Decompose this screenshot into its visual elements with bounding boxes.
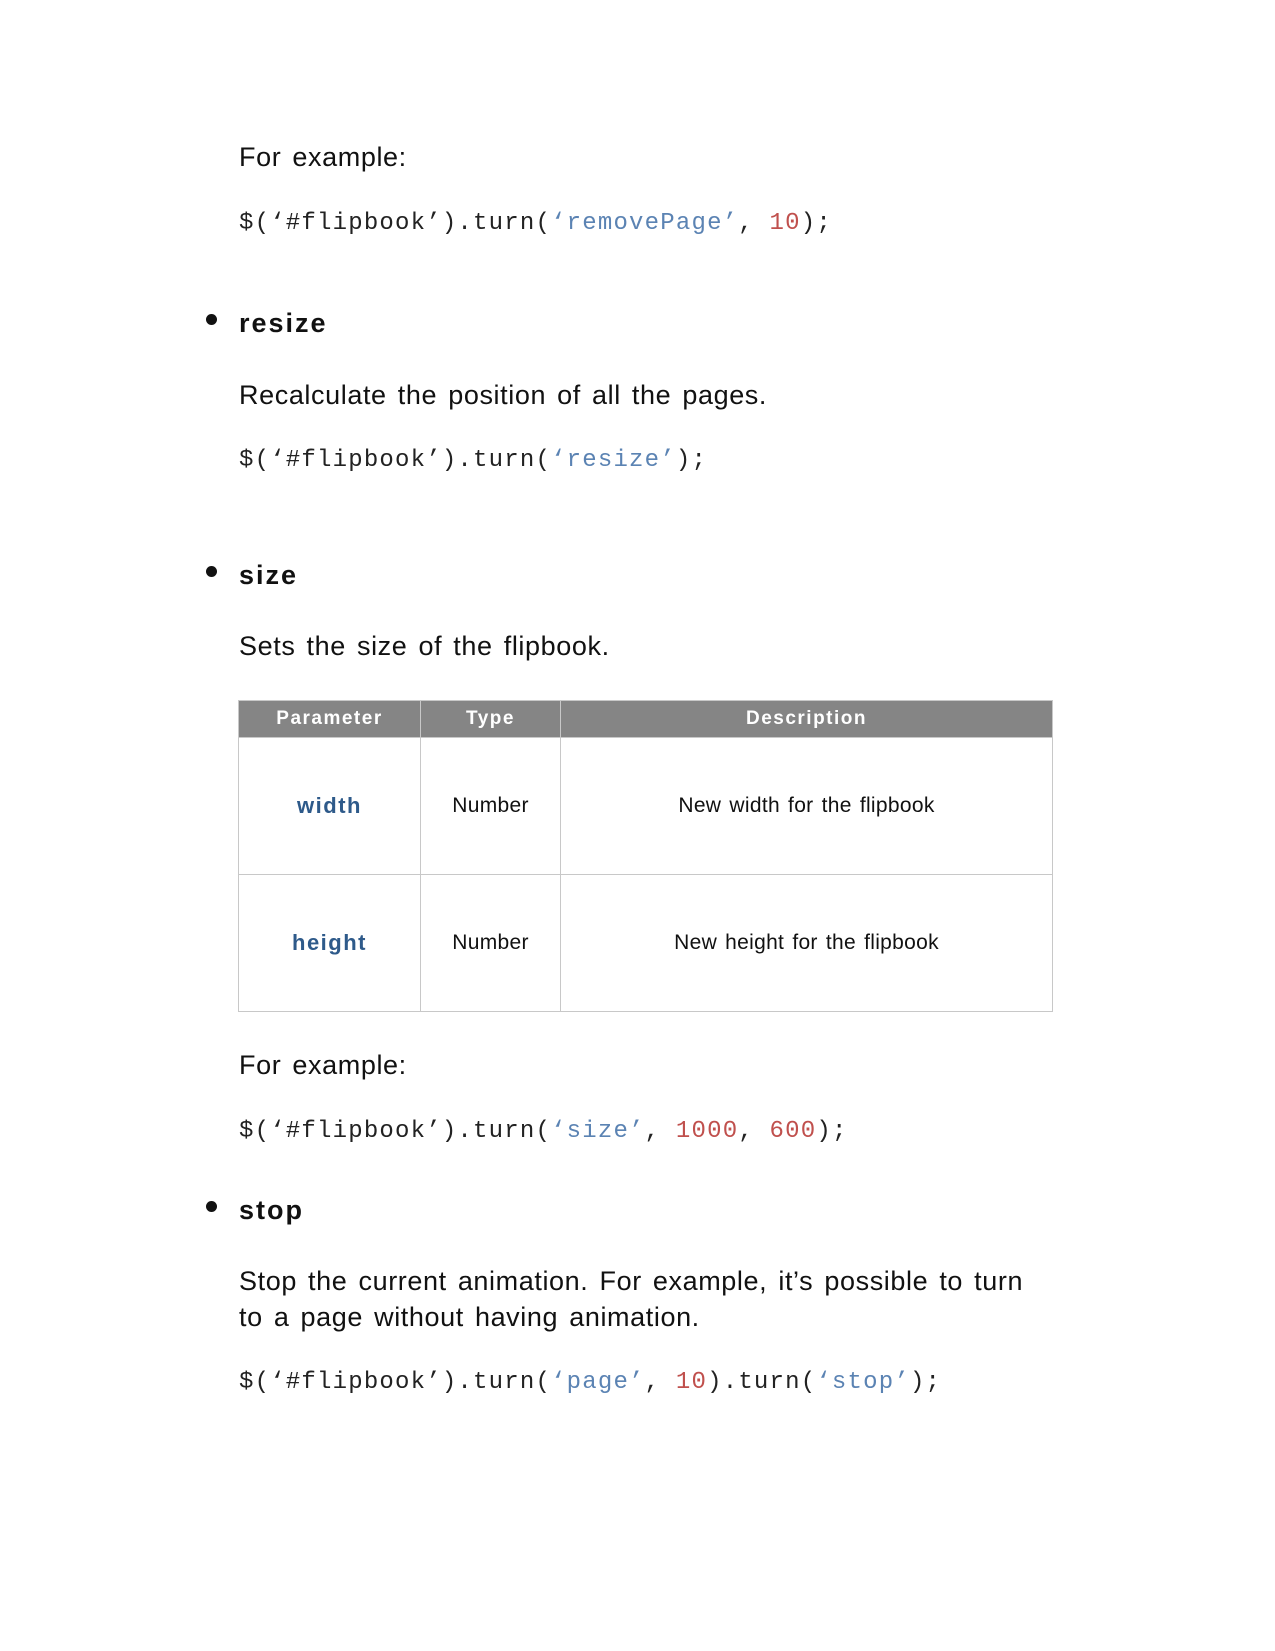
column-header-type: Type	[421, 701, 561, 738]
code-suffix: );	[800, 210, 832, 237]
code-suffix: );	[909, 1369, 942, 1396]
code-separator: ,	[644, 1369, 676, 1396]
code-number: 1000	[675, 1118, 739, 1145]
parameter-table	[238, 700, 1053, 1012]
code-prefix: $(‘#flipbook’).turn(	[239, 210, 552, 237]
code-resize	[239, 446, 707, 476]
code-string: ‘size’	[551, 1118, 645, 1145]
code-separator: ,	[738, 1118, 770, 1145]
bullet-icon	[206, 314, 217, 325]
stop-description-line-2: to a page without having animation.	[239, 1302, 700, 1332]
example-label: For example:	[239, 1050, 407, 1080]
code-size	[239, 1117, 848, 1147]
section-heading-stop: stop	[239, 1195, 304, 1225]
code-string: ‘resize’	[551, 447, 676, 474]
parameter-description: New height for the flipbook	[561, 875, 1053, 1012]
example-label: For example:	[239, 142, 407, 172]
code-prefix: $(‘#flipbook’).turn(	[239, 1118, 552, 1145]
code-string: ‘stop’	[816, 1369, 910, 1396]
parameter-type: Number	[421, 738, 561, 875]
code-string: ‘removePage’	[551, 210, 739, 237]
code-removepage	[239, 209, 832, 239]
code-prefix: $(‘#flipbook’).turn(	[239, 1369, 552, 1396]
code-suffix: );	[816, 1118, 848, 1145]
size-description: Sets the size of the flipbook.	[239, 631, 610, 661]
parameter-type: Number	[421, 875, 561, 1012]
code-prefix: $(‘#flipbook’).turn(	[239, 447, 552, 474]
code-stop	[239, 1368, 941, 1398]
resize-description: Recalculate the position of all the pages.	[239, 380, 768, 410]
section-heading-resize: resize	[239, 308, 328, 338]
section-heading-size: size	[239, 560, 299, 590]
parameter-name: width	[239, 738, 421, 875]
stop-description-line-1: Stop the current animation. For example, it’s possible to turn	[239, 1266, 1024, 1296]
table-row	[239, 875, 1053, 1012]
table-row	[239, 738, 1053, 875]
code-number: 10	[769, 210, 801, 237]
code-separator: ,	[738, 210, 770, 237]
parameter-description: New width for the flipbook	[561, 738, 1053, 875]
parameter-name: height	[239, 875, 421, 1012]
code-separator: ,	[644, 1118, 676, 1145]
column-header-description: Description	[561, 701, 1053, 738]
code-suffix: );	[675, 447, 708, 474]
code-chain: ).turn(	[707, 1369, 817, 1396]
code-number: 10	[675, 1369, 708, 1396]
code-number: 600	[769, 1118, 817, 1145]
table-header-row	[239, 701, 1053, 738]
bullet-icon	[206, 1201, 217, 1212]
column-header-parameter: Parameter	[239, 701, 421, 738]
code-string: ‘page’	[551, 1369, 645, 1396]
bullet-icon	[206, 566, 217, 577]
